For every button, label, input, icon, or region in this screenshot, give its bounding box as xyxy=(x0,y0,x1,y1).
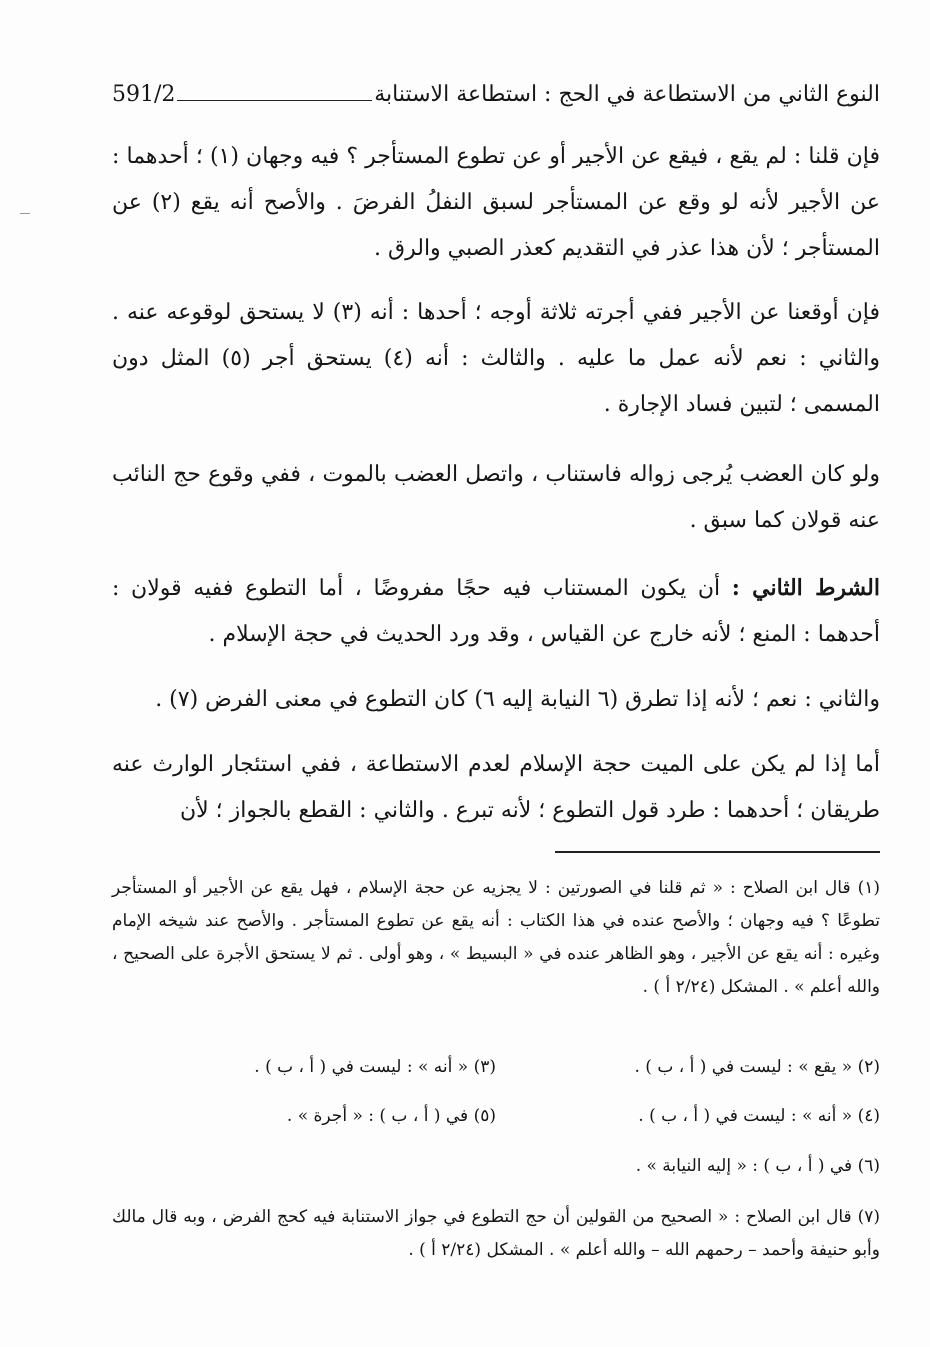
footnote-4: (٤) « أنه » : ليست في ( أ ، ب ) . xyxy=(638,1106,880,1126)
paragraph-4-text: أن يكون المستناب فيه حجًا مفروضًا ، أما التطوع ففيه قولان : أحدهما : المنع ؛ لأنه خارج عن القياس ، وقد ورد الحديث في حجة الإسلام . xyxy=(112,576,880,647)
footnote-separator xyxy=(555,851,880,853)
condition-heading: الشرط الثاني : xyxy=(731,575,881,601)
footnote-row-2-3 xyxy=(112,1051,880,1084)
margin-mark xyxy=(20,213,30,214)
paragraph-4 xyxy=(112,565,880,658)
header-rule xyxy=(177,100,372,101)
footnote-6: (٦) في ( أ ، ب ) : « إليه النيابة » . xyxy=(635,1156,880,1176)
footnote-row-4-5 xyxy=(112,1100,880,1133)
footnote-1: (١) قال ابن الصلاح : « ثم قلنا في الصورتين : لا يجزيه عن حجة الإسلام ، فهل يقع عن الأجير أو المستأجر تطوعًا ؟ فيه وجهان ؛ والأصح عنده في هذا الكتاب : أنه يقع عن تطوع المستأجر . والأصح عند شيخه الإمام وغيره : أنه يقع عن الأجير ، وهو الظاهر عنده في « البسيط » ، وهو أولى . ثم لا يستحق الأجرة على الصحيح ، والله أعلم » . المشكل (٢/٢٤ أ ) . xyxy=(112,878,880,997)
footnote-7: (٧) قال ابن الصلاح : « الصحيح من القولين أن حج التطوع في جواز الاستنابة فيه كحج الفرض ، وبه قال مالك وأبو حنيفة وأحمد – رحمهم الله – والله أعلم » . المشكل (٢/٢٤ أ ) . xyxy=(112,1207,880,1260)
running-header xyxy=(112,76,880,110)
footnote-2: (٢) « يقع » : ليست في ( أ ، ب ) . xyxy=(634,1057,880,1077)
header-title: النوع الثاني من الاستطاعة في الحج : استطاعة الاستنابة xyxy=(374,82,880,107)
paragraph-6: أما إذا لم يكن على الميت حجة الإسلام لعدم الاستطاعة ، ففي استئجار الوارث عنه طريقان ؛ أحدهما : طرد قول التطوع ؛ لأنه تبرع . والثاني : القطع بالجواز ؛ لأن xyxy=(112,752,880,823)
footnote-5: (٥) في ( أ ، ب ) : « أجرة » . xyxy=(286,1106,496,1126)
paragraph-1: فإن قلنا : لم يقع ، فيقع عن الأجير أو عن تطوع المستأجر ؟ فيه وجهان (١) ؛ أحدهما : عن الأجير لأنه لو وقع عن المستأجر لسبق النفلُ الفرضَ . والأصح أنه يقع (٢) عن المستأجر ؛ لأن هذا عذر في التقديم كعذر الصبي والرق . xyxy=(112,144,880,261)
paragraph-5: والثاني : نعم ؛ لأنه إذا تطرق (٦ النيابة إليه ٦) كان التطوع في معنى الفرض (٧) . xyxy=(155,687,880,712)
page-number: 591/2 xyxy=(112,82,176,107)
footnote-3: (٣) « أنه » : ليست في ( أ ، ب ) . xyxy=(254,1057,496,1077)
footnote-row-6 xyxy=(112,1150,880,1183)
paragraph-3: ولو كان العضب يُرجى زواله فاستناب ، واتصل العضب بالموت ، ففي وقوع حج النائب عنه قولان كما سبق . xyxy=(112,462,880,533)
paragraph-2: فإن أوقعنا عن الأجير ففي أجرته ثلاثة أوجه ؛ أحدها : أنه (٣) لا يستحق لوقوعه عنه . والثاني : نعم لأنه عمل ما عليه . والثالث : أنه (٤) يستحق أجر (٥) المثل دون المسمى ؛ لتبين فساد الإجارة . xyxy=(112,300,881,417)
